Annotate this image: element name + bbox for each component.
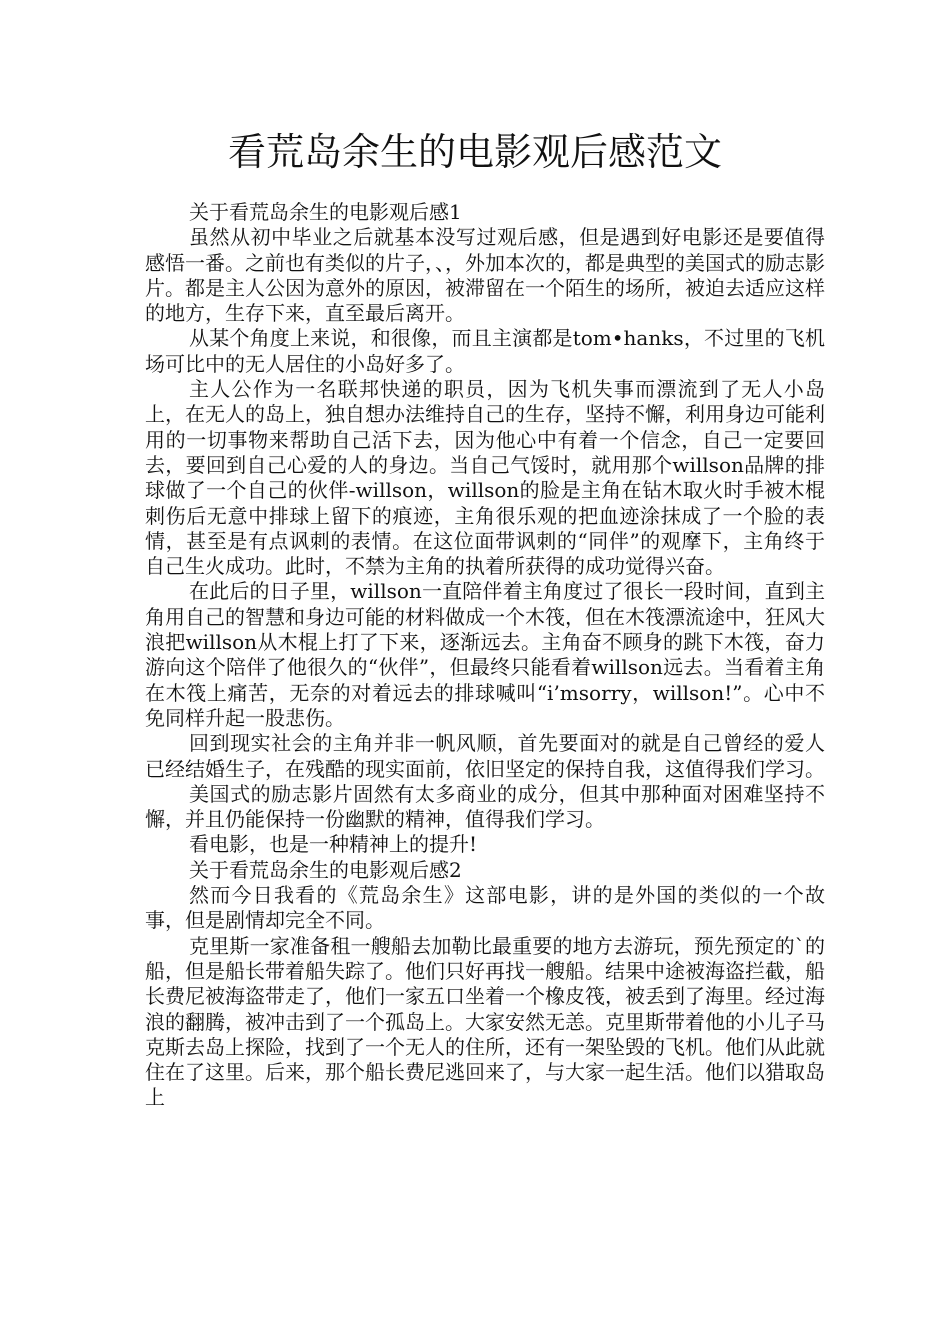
section-heading-1: 关于看荒岛余生的电影观后感1 <box>189 200 462 224</box>
paragraph: 虽然从初中毕业之后就基本没写过观后感，但是遇到好电影还是要值得感悟一番。之前也有类似的片子，、，外加本次的，都是典型的美国式的励志影片。都是主人公因为意外的原因，被滞留在一个陌生的场所，被迫去适应这样的地方，生存下来，直至最后离开。 <box>145 225 825 326</box>
document-body <box>145 200 825 1111</box>
paragraph: 看电影，也是一种精神上的提升! <box>189 832 478 857</box>
document-title: 看荒岛余生的电影观后感范文 <box>227 130 722 174</box>
paragraph: 从某个角度上来说，和很像，而且主演都是tom•hanks，不过里的飞机场可比中的无人居住的小岛好多了。 <box>145 326 825 376</box>
paragraph: 克里斯一家准备租一艘船去加勒比最重要的地方去游玩，预先预定的`的船，但是船长带着船失踪了。他们只好再找一艘船。结果中途被海盗拦截，船长费尼被海盗带走了，他们一家五口坐着一个橡皮筏，被丢到了海里。经过海浪的翻腾，被冲击到了一个孤岛上。大家安然无恙。克里斯带着他的小儿子马克斯去岛上探险，找到了一个无人的住所，还有一架坠毁的飞机。他们从此就住在了这里。后来，那个船长费尼逃回来了，与大家一起生活。他们以猎取岛上 <box>145 933 825 1110</box>
paragraph: 美国式的励志影片固然有太多商业的成分，但其中那种面对困难坚持不懈，并且仍能保持一份幽默的精神，值得我们学习。 <box>145 781 825 832</box>
paragraph: 主人公作为一名联邦快递的职员，因为飞机失事而漂流到了无人小岛上，在无人的岛上，独自想办法维持自己的生存，坚持不懈，利用身边可能利用的一切事物来帮助自己活下去，因为他心中有着一个信念，自己一定要回去，要回到自己心爱的人的身边。当自己气馁时，就用那个willson品牌的排球做了一个自己的伙伴-willson，willson的脸是主角在钻木取火时手被木棍刺伤后无意中排球上留下的痕迹，主角很乐观的把血迹涂抹成了一个脸的表情，甚至是有点讽刺的表情。在这位面带讽刺的“同伴”的观摩下，主角终于自己生火成功。此时，不禁为主角的执着所获得的成功觉得兴奋。 <box>145 377 825 579</box>
paragraph: 然而今日我看的《荒岛余生》这部电影，讲的是外国的类似的一个故事，但是剧情却完全不同。 <box>145 883 825 933</box>
paragraph: 回到现实社会的主角并非一帆风顺，首先要面对的就是自己曾经的爱人已经结婚生子，在残酷的现实面前，依旧坚定的保持自我，这值得我们学习。 <box>145 731 825 781</box>
section-heading-2: 关于看荒岛余生的电影观后感2 <box>189 857 462 882</box>
paragraph: 在此后的日子里，willson一直陪伴着主角度过了很长一段时间，直到主角用自己的智慧和身边可能的材料做成一个木筏，但在木筏漂流途中，狂风大浪把willson从木棍上打了下来，逐渐远去。主角奋不顾身的跳下木筏，奋力游向这个陪伴了他很久的“伙伴”，但最终只能看着willson远去。当看着主角在木筏上痛苦，无奈的对着远去的排球喊叫“i’msorry，willson!”。心中不免同样升起一股悲伤。 <box>145 579 825 730</box>
